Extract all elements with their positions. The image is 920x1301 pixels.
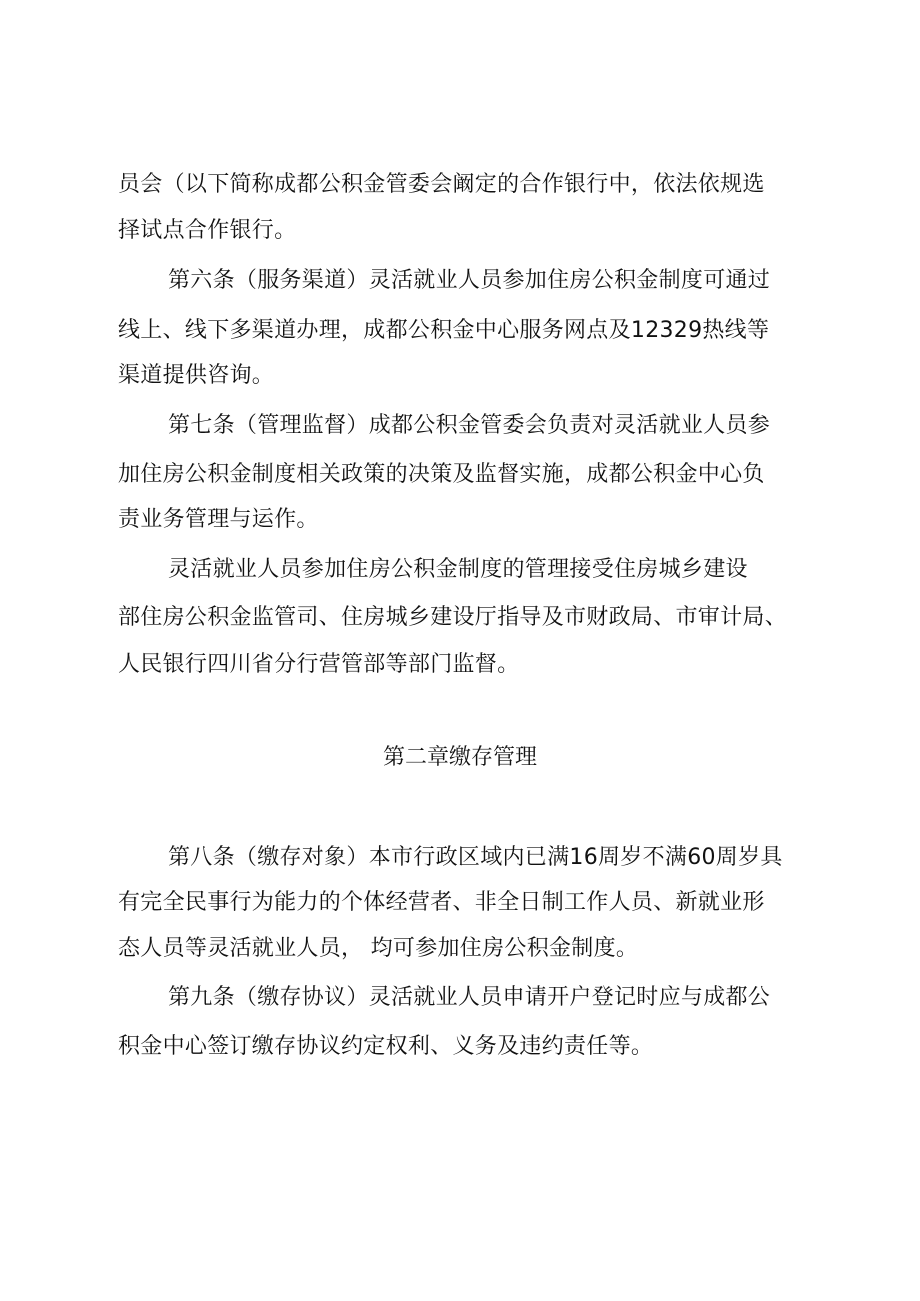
chapter-heading: 第二章缴存管理 xyxy=(382,745,537,770)
paragraph-line: 择试点合作银行。 xyxy=(118,218,297,243)
article-9-line: 积金中心签订缴存协议约定权利、义务及违约责任等。 xyxy=(118,1034,654,1059)
article-9-line: 第九条（缴存协议）灵活就业人员申请开户登记时应与成都公 xyxy=(168,985,771,1010)
article-7-paragraph-line: 灵活就业人员参加住房公积金制度的管理接受住房城乡建设 xyxy=(168,557,748,582)
article-8-line: 有完全民事行为能力的个体经营者、非全日制工作人员、新就业形 xyxy=(118,890,765,915)
article-6-line: 第六条（服务渠道）灵活就业人员参加住房公积金制度可通过 xyxy=(168,268,771,293)
article-8-line: 第八条（缴存对象）本市行政区域内已满16周岁不满60周岁具 xyxy=(168,845,783,870)
article-6-line: 渠道提供咨询。 xyxy=(118,363,275,388)
article-7-paragraph-line: 人民银行四川省分行营管部等部门监督。 xyxy=(118,652,520,677)
article-8-line: 态人员等灵活就业人员， 均可参加住房公积金制度。 xyxy=(118,936,639,961)
article-7-line: 责业务管理与运作。 xyxy=(118,507,319,532)
article-7-paragraph-line: 部住房公积金监管司、住房城乡建设厅指导及市财政局、市审计局、 xyxy=(118,605,788,630)
article-7-line: 加住房公积金制度相关政策的决策及监督实施，成都公积金中心负 xyxy=(118,462,765,487)
article-6-line: 线上、线下多渠道办理，成都公积金中心服务网点及12329热线等 xyxy=(118,318,770,343)
paragraph-line: 员会（以下简称成都公积金管委会阚定的合作银行中，依法依规选 xyxy=(118,172,765,197)
article-7-line: 第七条（管理监督）成都公积金管委会负责对灵活就业人员参 xyxy=(168,413,771,438)
